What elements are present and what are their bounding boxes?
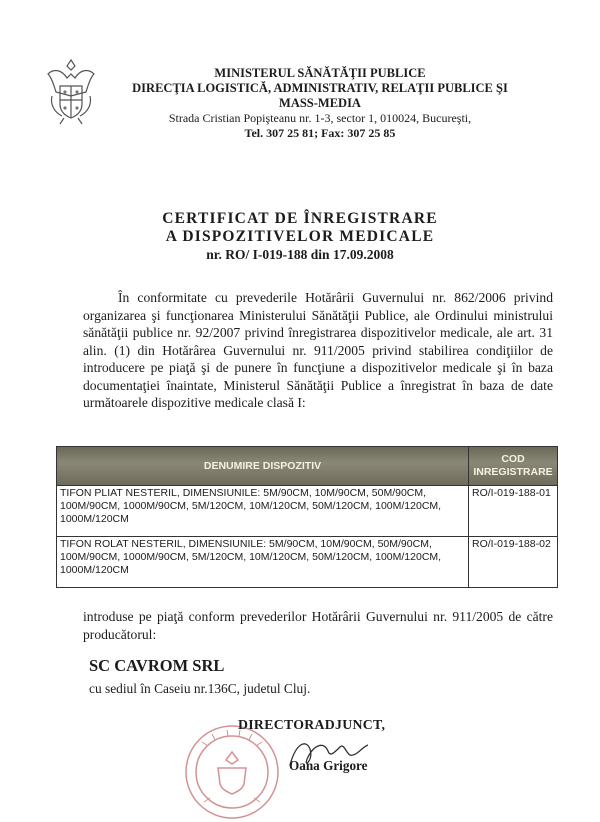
device-name-cell: TIFON PLIAT NESTERIL, DIMENSIUNILE: 5M/90CM, 10M/90CM, 50M/90CM, 100M/90CM, 1000M/90CM, 5M/120CM, 10M/120CM, 50M/120CM, 100M/120CM, 1000M/120CM [57,486,469,537]
title-line-1: CERTIFICAT DE ÎNREGISTRARE [162,210,438,227]
table-row [57,486,558,537]
ministry-address: Strada Cristian Popişteanu nr. 1-3, sector 1, 010024, Bucureşti, [168,111,472,125]
column-header-registration-code: COD INREGISTRARE [469,447,558,486]
certificate-title [80,210,520,264]
ministry-phone: Tel. 307 25 81; Fax: 307 25 85 [244,126,396,140]
registration-code-cell: RO/I-019-188-02 [469,537,558,588]
signatory-name: Oana Grigore [289,758,368,773]
registration-code-cell: RO/I-019-188-01 [469,486,558,537]
producer-address: cu sediul în Caseiu nr.136C, judetul Cluj. [89,681,311,696]
signatory-title: DIRECTORADJUNCT, [238,717,386,732]
column-header-device-name: DENUMIRE DISPOZITIV [57,447,469,486]
ministry-header [110,66,530,141]
certificate-number: nr. RO/ I-019-188 din 17.09.2008 [206,247,394,262]
device-name-cell: TIFON ROLAT NESTERIL, DIMENSIUNILE: 5M/90CM, 10M/90CM, 50M/90CM, 100M/90CM, 1000M/90CM, 5M/120CM, 10M/120CM, 50M/120CM, 100M/120CM, 1000M/120CM [57,537,469,588]
directorate-name-cont: MASS-MEDIA [279,96,361,110]
legal-paragraph: În conformitate cu prevederile Hotărârii Guvernului nr. 862/2006 privind organizarea şi funcţionarea Ministerului Sănătăţii Publice, ale Ordinului ministrului sănătăţii publice nr. 92/2007 privind înregistrarea dispozitivelor medicale, ale art. 31 alin. (1) din Hotărârea Guvernului nr. 911/2005 privind stabilirea condiţiilor de introducere pe piaţă şi de punere în funcţiune a dispozitivelor medicale şi în baza documentaţiei înaintate, Ministerul Sănătăţii Publice a înregistrat în baza de date următoarele dispozitive medicale clasă I: [83,290,553,410]
table-row [57,537,558,588]
directorate-name: DIRECŢIA LOGISTICĂ, ADMINISTRATIV, RELAŢII PUBLICE ŞI [132,81,508,95]
title-line-2: A DISPOZITIVELOR MEDICALE [165,228,435,245]
devices-table [56,446,558,588]
official-stamp-icon [182,722,282,822]
ministry-name: MINISTERUL SĂNĂTĂŢII PUBLICE [214,66,426,80]
producer-name: SC CAVROM SRL [89,656,225,675]
table-header-row [57,447,558,486]
coat-of-arms-icon [40,56,102,126]
producer-intro-text: introduse pe piaţă conform prevederilor Hotărârii Guvernului nr. 911/2005 de către producătorul: [83,609,553,642]
